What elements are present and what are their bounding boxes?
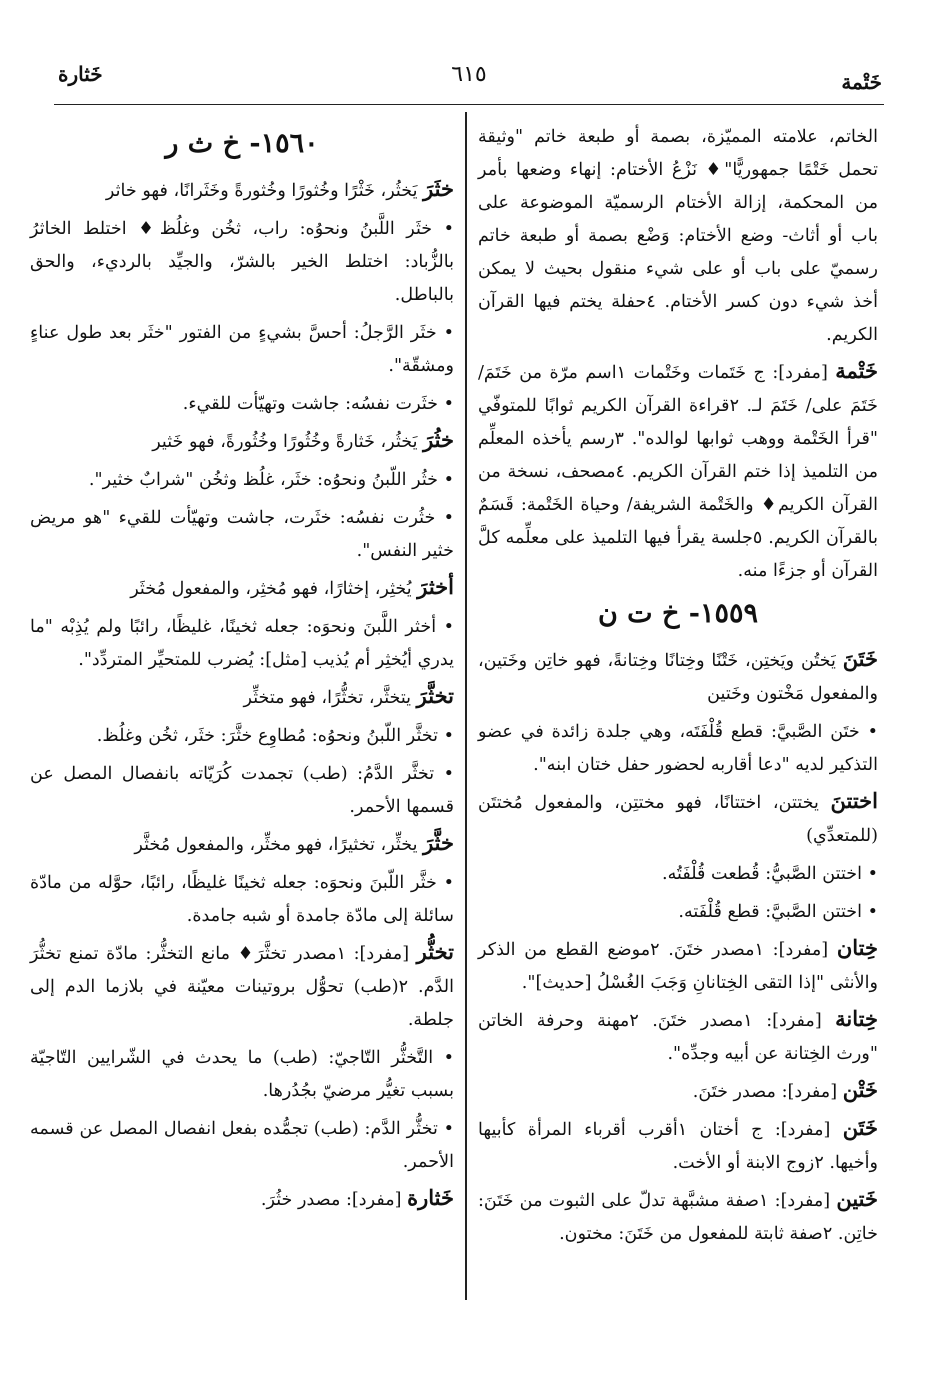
entry bbox=[30, 172, 454, 208]
entry bbox=[478, 1111, 878, 1180]
entry bbox=[30, 679, 454, 715]
entry bbox=[30, 755, 454, 824]
definition: [مفرد]: ١صفة مشبَّهة تدلّ على الثبوت من خَتَنَ: خاتِن. ٢صفة ثابتة للمفعول من خَتَنَ: مختون. bbox=[478, 1191, 878, 1244]
definition: يختتن، اختتانًا، فهو مختتِن، والمفعول مُختتَن (للمتعدِّي) bbox=[478, 793, 878, 846]
definition: • خثَّر اللّبنَ ونحوَه: جعله ثخينًا غليظًا، رائبًا، حوَّله من مادّة سائلة إلى مادّة جامدة أو شبه جامدة. bbox=[30, 873, 454, 926]
definition: • اختتن الصَّبيَّ: قطع قُلْفَته. bbox=[678, 902, 878, 922]
entry bbox=[30, 1110, 454, 1179]
definition: يَخثُر، خَثْرًا وخُثورًا وخُثورةً وخَثَرانًا، فهو خاثر bbox=[105, 181, 424, 201]
definition: [مفرد]: مصدر ختَنَ. bbox=[692, 1082, 843, 1102]
headword: خَثارة bbox=[407, 1185, 454, 1210]
headword: خَتْن bbox=[842, 1077, 878, 1102]
definition: • ختَن الصَّبيَّ: قطع قُلْفَتَه، وهي جلدة زائدة في عضو التذكير لديه "دعا أقاربه لحضور حفل ختان ابنه". bbox=[478, 722, 878, 775]
definition: يُخثِر، إخثارًا، فهو مُخثِر، والمفعول مُخثَر bbox=[130, 579, 418, 599]
entry bbox=[478, 893, 878, 929]
entry bbox=[30, 461, 454, 497]
definition: [مفرد]: ١مصدر ختَنَ. ٢مهنة وحرفة الخاتن "ورث الخِتانة عن أبيه وجدِّه". bbox=[478, 1011, 878, 1064]
entry bbox=[30, 210, 454, 312]
root-heading: ١٥٥٩- خ ت ن bbox=[597, 598, 759, 629]
page-number: ٦١٥ bbox=[451, 62, 487, 87]
headword: خَتْمة bbox=[835, 358, 878, 383]
entry bbox=[30, 1039, 454, 1108]
headword: خَتَن bbox=[842, 1115, 878, 1140]
header-last-keyword: خَثارة bbox=[58, 62, 103, 86]
entry bbox=[30, 864, 454, 933]
entry bbox=[30, 423, 454, 459]
definition: يتخثَّر، تخثُّرًا، فهو متخثِّر bbox=[243, 688, 417, 708]
headword: تخثُّر bbox=[416, 939, 454, 964]
root-heading: ١٥٦٠- خ ث ر bbox=[165, 128, 319, 159]
definition: الخاتم، علامته المميّزة، بصمة أو طبعة خاتم "وثيقة تحمل خَتْمًا جمهوريًّا"♦ نَزْعُ الأختام: إنهاء وضعها بأمر من المحكمة، إزالة الأختام الرسميّة الموضوعة على باب أو أثاث- وضع الأختام: وَضْع بصمة أو طبعة خاتم رسميّ على باب أو على شيء منقول بحيث لا يمكن أخذ شيء دون كسر الأختام. ٤حفلة يختم فيها القرآن الكريم. bbox=[478, 127, 879, 345]
headword: اختتنَ bbox=[830, 788, 878, 813]
entry bbox=[478, 642, 878, 711]
headword: خَتين bbox=[836, 1186, 878, 1211]
entry bbox=[478, 118, 878, 352]
headword: خثَرَ bbox=[423, 176, 454, 201]
definition: • خثَرت نفسُه: جاشت وتهيّأت للقيء. bbox=[182, 394, 454, 414]
definition: [مفرد]: ١مصدر ختَنَ. ٢موضع القطع من الذكر والأنثى "إذا التقى الخِتانانِ وَجَبَ الغُسْلُ [حديث]". bbox=[478, 940, 878, 993]
entry bbox=[30, 935, 454, 1037]
definition: [مفرد]: ج أختان ١أقرب أقرباء المرأة كأبيها وأخيها. ٢زوج الابنة أو الأخت. bbox=[478, 1120, 878, 1173]
entry bbox=[478, 931, 878, 1000]
column-divider bbox=[465, 112, 467, 1300]
page-header bbox=[54, 58, 884, 105]
entry bbox=[478, 713, 878, 782]
definition: [مفرد]: ج خَتَمات وخَتْمات ١اسم مرّة من خَتَمَ/ خَتَمَ على/ خَتَمَ لـ. ٢قراءة القرآن الكريم ثوابًا للمتوفّي "قرأ الخَتْمة ووهب ثوابها لوالده". ٣رسم يأخذه المعلِّم من التلميذ إذا ختم القرآن الكريم. ٤مصحف، نسخة من القرآن الكريم♦ والخَتْمة الشريفة/ وحياة الخَتْمة: قَسَمٌ بالقرآن الكريم. ٥جلسة يقرأ فيها التلميذ على معلِّمه كلَّ القرآن أو جزءًا منه. bbox=[478, 363, 879, 581]
right-column bbox=[478, 118, 878, 1253]
headword: خِتان bbox=[836, 935, 878, 960]
entry bbox=[30, 499, 454, 568]
left-column bbox=[30, 118, 454, 1219]
entry bbox=[478, 1073, 878, 1109]
headword: خَتَنَ bbox=[842, 646, 878, 671]
definition: • خثَر الرَّجلُ: أحسَّ بشيءٍ من الفتور "خثَر بعد طول عناءٍ ومشقّة". bbox=[30, 323, 454, 376]
definition: [مفرد]: مصدر خثُرَ. bbox=[260, 1190, 408, 1210]
definition: • خثَر اللَّبنُ ونحوُه: راب، ثخُن وغلُظ♦ اختلط الخاثرُ بالزُّباد: اختلط الخير بالشرّ، والجيِّد بالرديء، والحق بالباطل. bbox=[30, 219, 454, 305]
definition: • تخثُّر الدَّم: (طب) تجمُّده بفعل انفصال المصل عن قسمه الأحمر. bbox=[30, 1119, 454, 1172]
entry bbox=[478, 354, 878, 588]
headword: خِتانة bbox=[835, 1006, 878, 1031]
definition: • اختتن الصَّبيُّ: قُطعت قُلْفَتُه. bbox=[661, 864, 878, 884]
definition: • أخثر اللَّبنَ ونحوَه: جعله ثخينًا، غليظًا، رائبًا ولم يُذِبْه "ما يدري أيُخثِر أم يُذيب [مثل]: يُضرب للمتحيِّر المتردِّد". bbox=[30, 617, 454, 670]
definition: • تخثَّر الدَّمُ: (طب) تجمدت كُرَيّاته بانفصال المصل عن قسمها الأحمر. bbox=[30, 764, 454, 817]
headword: خثَّرَ bbox=[423, 830, 454, 855]
definition: يَخثُر، خَثارةً وخُثُورًا وخُثُورةً، فهو خَثير bbox=[152, 432, 424, 452]
entry bbox=[30, 1181, 454, 1217]
entry bbox=[478, 1002, 878, 1071]
entry bbox=[30, 570, 454, 606]
entry bbox=[30, 826, 454, 862]
entry bbox=[478, 784, 878, 853]
definition: يَختُن ويَختِن، خَتْنًا وخِتانًا وخِتانةً، فهو خاتِن وخَتين، والمفعول مَخْتون وخَتين bbox=[478, 651, 878, 704]
headword: خثُرَ bbox=[423, 427, 454, 452]
entry bbox=[30, 314, 454, 383]
definition: يخثِّر، تخثيرًا، فهو مخثِّر، والمفعول مُخثَّر bbox=[134, 835, 424, 855]
definition: • خثُر اللّبنُ ونحوُه: خثَر، غلُظ وثخُن "شرابٌ خثير". bbox=[88, 470, 454, 490]
definition: • تخثَّر اللّبنُ ونحوُه: مُطاوِع خثَّرَ: خثَر، ثخُن وغلُظ. bbox=[96, 726, 454, 746]
definition: • خثُرت نفسُه: خثَرت، جاشت وتهيّأت للقيء "هو مريض خثير النفس". bbox=[30, 508, 454, 561]
entry bbox=[478, 1182, 878, 1251]
entry bbox=[478, 855, 878, 891]
definition: [مفرد]: ١مصدر تخثَّرَ♦ مانع التخثُّر: مادّة تمنع تخثُّرَ الدَّم. ٢(طب) تحوُّل بروتينات معيّنة في بلازما الدم إلى جلطة. bbox=[30, 944, 455, 1030]
header-first-keyword: خَتْمة bbox=[841, 70, 882, 94]
entry bbox=[30, 608, 454, 677]
definition: • التَّخثُّر التّاجيّ: (طب) ما يحدث في الشّرايين التّاجيّة بسبب تغيُّر مرضيّ بجُدُرها. bbox=[30, 1048, 454, 1101]
headword: تخثَّرَ bbox=[416, 683, 454, 708]
headword: أخثرَ bbox=[417, 574, 454, 599]
entry bbox=[30, 385, 454, 421]
entry bbox=[30, 717, 454, 753]
